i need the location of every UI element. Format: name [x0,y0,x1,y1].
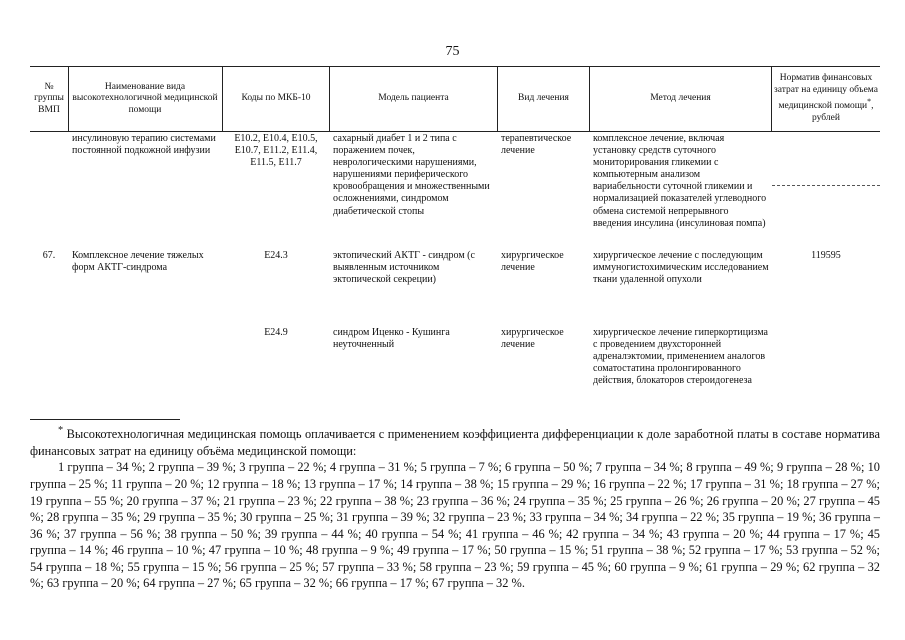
method-cell: комплексное лечение, включая установку средств суточного мониторирования гликемии с компьютерным анализом вариабельности суточной гликемии и нормализацией показателей углеводного обмена системой непрерывного введения инсулина (инсулиновая помпа) [593,133,767,229]
header-care-type: Наименование вида высокотехнологичной медицинской помощи [72,81,218,115]
column-divider [222,66,223,132]
icd-codes-cell: E10.2, E10.4, E10.5, E10.7, E11.2, E11.4, E11.5, E11.7 [234,133,318,169]
footnote-intro-paragraph [30,423,880,459]
column-divider [589,66,590,132]
header-method: Метод лечения [650,93,711,104]
footnote-separator [30,419,180,420]
footnote-mark: * [58,425,64,436]
scan-artifact-line [772,185,880,186]
header-cost-norm [773,68,879,130]
patient-model-cell: синдром Иценко - Кушинга неуточненный [333,327,450,351]
header-cost-norm-label: Норматив финансовых затрат на единицу объема медицинской помощи [774,73,878,112]
column-divider [497,66,498,132]
icd-codes-cell: E24.9 [264,327,288,338]
header-cost-norm-mark: * [867,97,872,107]
group-no-cell: 67. [42,250,56,261]
header-icd-codes: Коды по МКБ-10 [241,93,311,104]
header-cost-norm-unit: , рублей [812,101,874,124]
care-type-cell: Комплексное лечение тяжелых форм АКТГ-синдрома [72,250,204,274]
care-type-cell: инсулиновую терапию системами постоянной подкожной инфузии [72,133,216,157]
cost-norm-cell: 119595 [811,250,841,261]
page-number: 75 [445,44,460,59]
header-patient-model: Модель пациента [378,93,449,104]
footnote [30,423,880,592]
method-cell: хирургическое лечение гиперкортицизма с проведением двухсторонней адреналэктомии, применением аналогов соматостатина пролонгированного действия, блокаторов стероидогенеза [593,327,768,387]
treatment-kind-cell: терапевтическое лечение [501,133,572,157]
patient-model-cell: эктопический АКТГ - синдром (с выявленным источником эктопической секреции) [333,250,475,286]
patient-model-cell: сахарный диабет 1 и 2 типа с поражением почек, неврологическими нарушениями, нарушениями периферического кровообращения и множественными осложнениями, синдромом диабетической стопы [333,133,490,217]
header-group-no: № группы ВМП [34,81,64,115]
column-divider [68,66,69,132]
method-cell: хирургическое лечение с последующим иммуногистохимическим исследованием ткани удаленной опухоли [593,250,769,286]
treatment-kind-cell: хирургическое лечение [501,327,564,351]
column-divider [329,66,330,132]
icd-codes-cell: E24.3 [264,250,288,261]
header-treatment-kind: Вид лечения [518,93,569,104]
table-header-bottom-border [30,131,880,132]
footnote-intro: Высокотехнологичная медицинская помощь оплачивается с применением коэффициента дифференциации к доле заработной платы в составе норматива финансовых затрат на единицу объёма медицинской помощи: [30,427,880,458]
column-divider [771,66,772,132]
footnote-groups: 1 группа – 34 %; 2 группа – 39 %; 3 группа – 22 %; 4 группа – 31 %; 5 группа – 7 %; 6 группа – 50 %; 7 группа – 34 %; 8 группа – 49 %; 9 группа – 28 %; 10 группа – 25 %; 11 группа – 20 %; 12 группа – 18 %; 13 группа – 17 %; 14 группа – 38 %; 15 группа – 29 %; 16 группа – 22 %; 17 группа – 31 %; 18 группа – 27 %; 19 группа – 55 %; 20 группа – 37 %; 21 группа – 23 %; 22 группа – 38 %; 23 группа – 36 %; 24 группа – 35 %; 25 группа – 26 %; 26 группа – 20 %; 27 группа – 45 %; 28 группа – 35 %; 29 группа – 35 %; 30 группа – 25 %; 31 группа – 39 %; 32 группа – 23 %; 33 группа – 34 %; 34 группа – 22 %; 35 группа – 19 %; 36 группа – 36 %; 37 группа – 56 %; 38 группа – 50 %; 39 группа – 44 %; 40 группа – 54 %; 41 группа – 46 %; 42 группа – 34 %; 43 группа – 20 %; 44 группа – 17 %; 45 группа – 14 %; 46 группа – 10 %; 47 группа – 10 %; 48 группа – 9 %; 49 группа – 17 %; 50 группа – 15 %; 51 группа – 38 %; 52 группа – 17 %; 53 группа – 52 %; 54 группа – 18 %; 55 группа – 15 %; 56 группа – 25 %; 57 группа – 33 %; 58 группа – 23 %; 59 группа – 45 %; 60 группа – 9 %; 61 группа – 29 %; 62 группа – 32 %; 63 группа – 20 %; 64 группа – 27 %; 65 группа – 32 %; 66 группа – 17 %; 67 группа – 32 %. [30,460,880,591]
treatment-kind-cell: хирургическое лечение [501,250,564,274]
table-top-border [30,66,880,67]
